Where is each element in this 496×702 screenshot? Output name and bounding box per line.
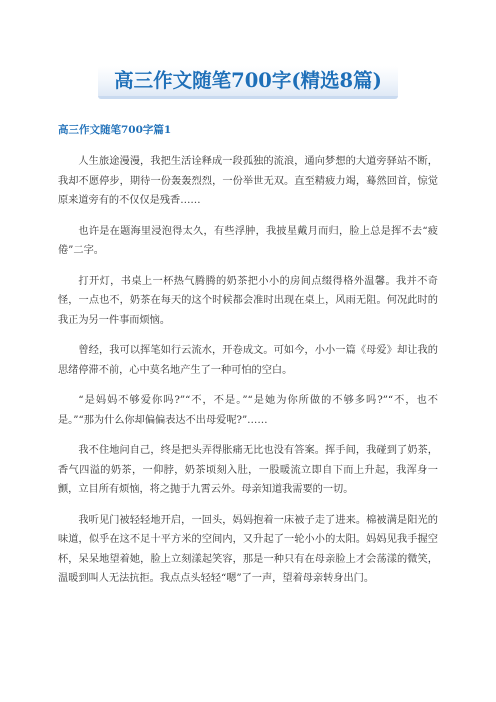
paragraph: 曾经，我可以挥笔如行云流水，开卷成文。可如今，小小一篇《母爱》却让我的思绪停滞不前，心中莫名地产生了一种可怕的空白。 — [58, 345, 438, 376]
article-body — [58, 152, 438, 589]
title-banner — [58, 66, 438, 102]
paragraph: 人生旅途漫漫，我把生活诠释成一段孤独的流浪，通向梦想的大道旁驿站不断，我却不愿停步，期待一份轰轰烈烈，一份举世无双。直至精疲力竭，蓦然回首，惊觉原来道旁有的不仅仅是残香…… — [58, 156, 438, 206]
paragraph: 也许是在题海里浸泡得太久，有些浮肿，我披星戴月而归，脸上总是挥不去“疲倦”二字。 — [58, 225, 438, 256]
paragraph: 打开灯，书桌上一杯热气腾腾的奶茶把小小的房间点缀得格外温馨。我并不奇怪，一点也不，奶茶在每天的这个时候都会准时出现在桌上，风雨无阻。何况此时的我正为另一件事而烦恼。 — [58, 275, 438, 326]
section-heading: 高三作文随笔700字篇1 — [58, 124, 172, 136]
document-title: 高三作文随笔700字(精选8篇) — [98, 66, 398, 99]
paragraph: 我不住地问自己，终是把头弄得胀痛无比也没有答案。挥手间，我碰到了奶茶，香气四溢的奶茶，一仰脖，奶茶顷刻入肚，一股暖流立即自下而上升起，我浑身一颤，立目所有烦恼，将之抛于九霄云外。母亲知道我需要的一切。 — [58, 445, 438, 495]
paragraph: 我听见门被轻轻地开启，一回头，妈妈抱着一床被子走了进来。棉被满是阳光的味道，似乎在这不足十平方米的空间内，又升起了一轮小小的太阳。妈妈见我手握空杯，呆呆地望着她，脸上立刻漾起笑容，那是一种只有在母亲脸上才会荡漾的微笑，温暖到叫人无法抗拒。我点点头轻轻“嗯”了一声，望着母亲转身出门。 — [58, 514, 438, 584]
paragraph: “是妈妈不够爱你吗?”“不，不是。”“是她为你所做的不够多吗?”“不，也不是。”“那为什么你却偏偏表达不出母爱呢?”…… — [58, 395, 438, 426]
